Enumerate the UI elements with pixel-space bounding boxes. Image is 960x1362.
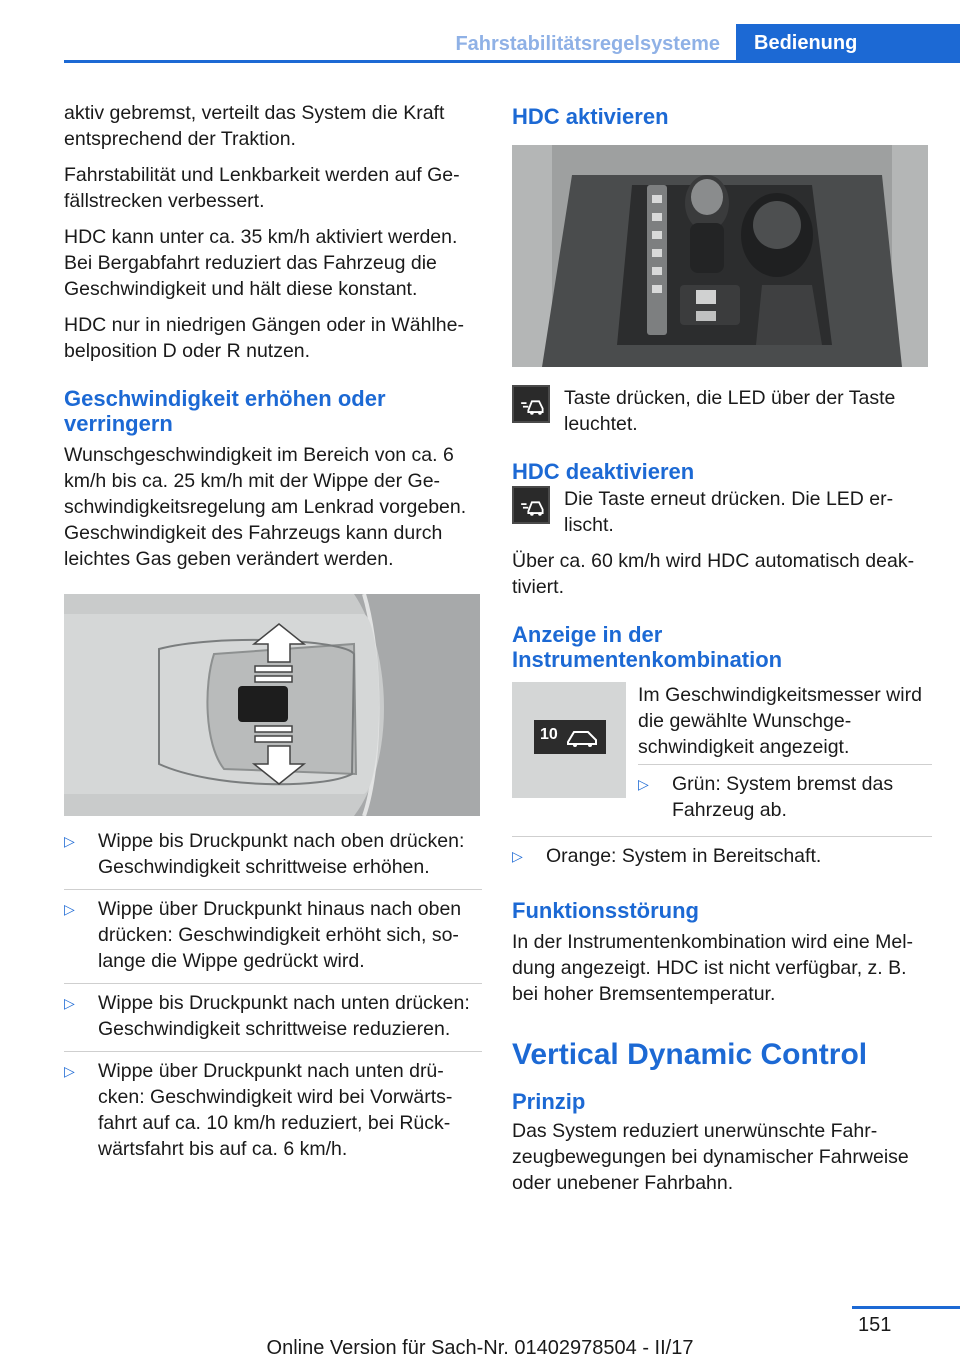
paragraph: Das System reduziert unerwünschte Fahr-zeugbewegungen bei dynamischer Fahrweise oder unebener Fahrbahn. <box>512 1120 909 1194</box>
list-item: ▷ Grün: System bremst das Fahrzeug ab. <box>638 764 932 832</box>
rocker-bullet-list <box>64 822 482 1171</box>
paragraph: HDC kann unter ca. 35 km/h aktiviert werden. Bei Bergabfahrt reduziert das Fahrzeug die Geschwindigkeit und hält diese konstant. <box>64 226 458 300</box>
display-description: Im Geschwindigkeitsmesser wird die gewählte Wunschge-schwindigkeit angezeigt. ▷ Grün: System bremst das Fahrzeug ab. <box>638 682 932 832</box>
section-heading-speed: Geschwindigkeit erhöhen oder verringern <box>64 386 386 436</box>
paragraph: aktiv gebremst, verteilt das System die Kraft entsprechend der Traktion. <box>64 102 445 150</box>
display-panel <box>534 720 606 754</box>
paragraph: In der Instrumentenkombination wird eine Mel-dung angezeigt. HDC ist nicht verfügbar, z. B. bei hoher Bremsentemperatur. <box>512 931 914 1005</box>
hdc-button-icon <box>512 486 550 524</box>
list-item: ▷ Wippe über Druckpunkt nach unten drü-cken: Geschwindigkeit wird bei Vorwärts-fahrt auf ca. 10 km/h reduziert, bei Rück-wärtsfahrt bis auf ca. 6 km/h. <box>64 1051 482 1171</box>
header-chapter-tab: Bedienung <box>736 24 960 63</box>
section-heading-hdc-activate: HDC aktivieren <box>512 104 669 129</box>
footer-online-version: Online Version für Sach-Nr. 01402978504 - II/17 <box>266 1337 694 1359</box>
hdc-activate-instruction: Taste drücken, die LED über der Taste leuchtet. <box>512 385 932 437</box>
list-item: ▷ Wippe bis Druckpunkt nach unten drücken: Geschwindigkeit schrittweise reduzieren. <box>64 983 482 1051</box>
triangle-bullet-icon: ▷ <box>638 776 649 792</box>
display-block <box>512 682 932 832</box>
center-console-photo <box>512 145 928 367</box>
list-item: ▷ Orange: System in Bereitschaft. <box>512 836 932 878</box>
instrument-display-image <box>512 682 626 798</box>
hdc-button-icon <box>512 385 550 423</box>
paragraph: Fahrstabilität und Lenkbarkeit werden auf Ge-fällstrecken verbessert. <box>64 164 460 212</box>
paragraph: HDC nur in niedrigen Gängen oder in Wählhe-belposition D oder R nutzen. <box>64 314 464 362</box>
paragraph: Wunschgeschwindigkeit im Bereich von ca. 6 km/h bis ca. 25 km/h mit der Wippe der Ge-schwindigkeitsregelung am Lenkrad vorgeben. Geschwindigkeit des Fahrzeugs kann durch leichtes Gas geben verändert werden. <box>64 444 467 570</box>
steering-wheel-rocker-photo <box>64 594 480 816</box>
list-item: ▷ Wippe über Druckpunkt hinaus nach oben drücken: Geschwindigkeit erhöht sich, so-lange die Wippe gedrückt wird. <box>64 889 482 983</box>
page-number: 151 <box>858 1314 892 1336</box>
triangle-bullet-icon: ▷ <box>64 833 75 849</box>
list-item: ▷ Wippe bis Druckpunkt nach oben drücken: Geschwindigkeit schrittweise erhöhen. <box>64 830 465 878</box>
section-heading-fault: Funktionsstörung <box>512 898 699 923</box>
footer-rule <box>852 1306 960 1309</box>
chapter-heading-vdc: Vertical Dynamic Control <box>512 1038 868 1071</box>
triangle-bullet-icon: ▷ <box>64 995 75 1011</box>
paragraph: Über ca. 60 km/h wird HDC automatisch deak-tiviert. <box>512 550 915 598</box>
section-heading-hdc-deactivate: HDC deaktivieren <box>512 459 695 484</box>
hdc-deactivate-instruction: Die Taste erneut drücken. Die LED er-lischt. <box>512 486 932 538</box>
right-column <box>512 104 932 1206</box>
triangle-bullet-icon: ▷ <box>512 848 523 864</box>
section-heading-display: Anzeige in der Instrumentenkombination <box>512 622 783 672</box>
left-column <box>64 100 482 1171</box>
triangle-bullet-icon: ▷ <box>64 1063 75 1079</box>
display-speed-value: 10 <box>540 726 558 743</box>
header-section-title: Fahrstabilitätsregelsysteme <box>455 33 720 55</box>
hdc-car-icon <box>566 726 600 748</box>
section-heading-principle: Prinzip <box>512 1089 586 1114</box>
triangle-bullet-icon: ▷ <box>64 901 75 917</box>
